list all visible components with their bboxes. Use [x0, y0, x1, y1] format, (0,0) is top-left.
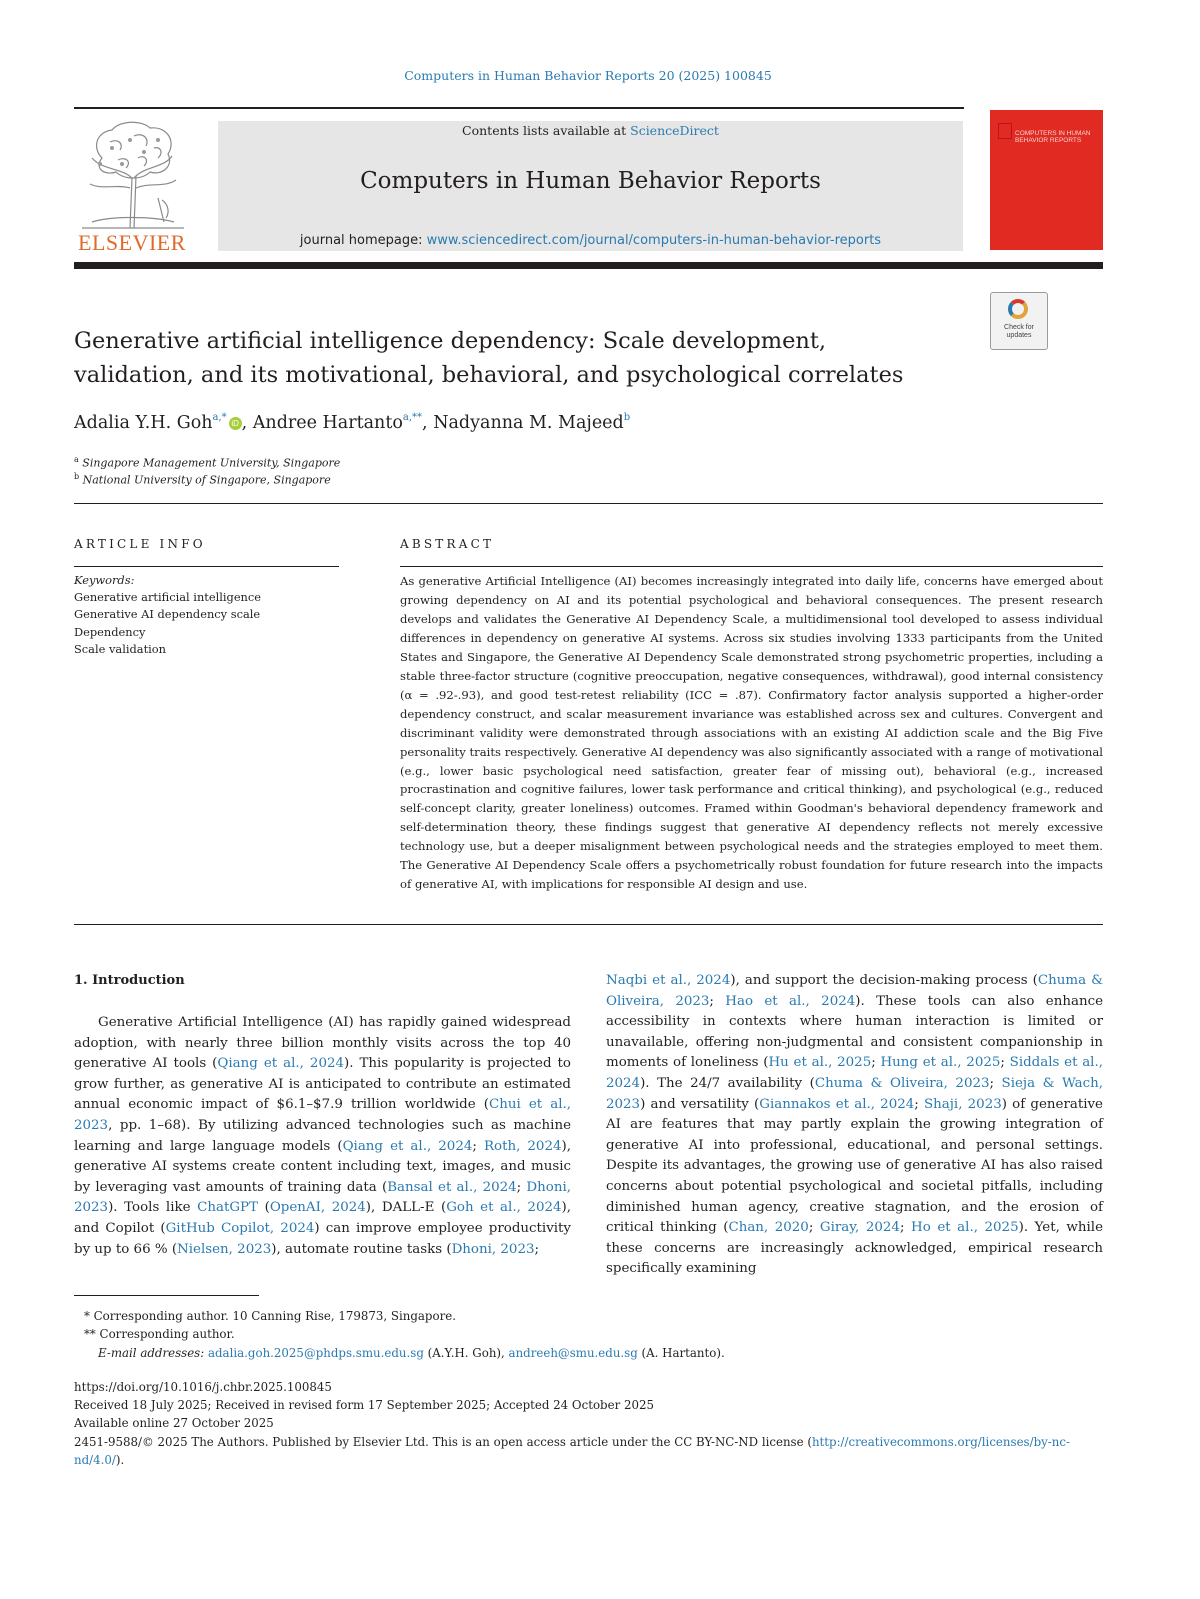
citation-link[interactable]: Chuma & Oliveira, 2023	[814, 1075, 990, 1091]
citation-link[interactable]: Ho et al., 2025	[911, 1220, 1019, 1236]
footnote-2	[84, 1327, 235, 1341]
email-link[interactable]: andreeh@smu.edu.sg	[508, 1346, 638, 1360]
body-text: ;	[871, 1055, 881, 1071]
author-marks[interactable]: b	[623, 412, 631, 423]
body-text: ;	[808, 1220, 820, 1236]
email-label: E-mail addresses:	[98, 1346, 205, 1360]
body-text: ), automate routine tasks (	[271, 1241, 452, 1257]
body-text: ) can improve employee productivity by up to 66 % (	[74, 1220, 571, 1257]
check-for-updates-button[interactable]	[990, 292, 1048, 350]
intro-column-left	[74, 1013, 571, 1260]
available-online: Available online 27 October 2025	[74, 1416, 274, 1430]
citation-link[interactable]: Hung et al., 2025	[880, 1055, 1001, 1071]
author-list: Adalia Y.H. Goh$^{a,*}$iD , Andree Hartanto$^{a,**}$, Nadyanna M. Majeed$^b$	[74, 412, 631, 433]
sciencedirect-link[interactable]: ScienceDirect	[630, 123, 719, 138]
body-text: ;	[899, 1220, 912, 1236]
author-name[interactable]: Adalia Y.H. Goh	[74, 413, 213, 433]
license-prefix: 2451-9588/© 2025 The Authors. Published by Elsevier Ltd. This is an open access article under the CC BY-NC-ND license (	[74, 1435, 812, 1449]
cover-title: COMPUTERS IN HUMAN BEHAVIOR REPORTS	[1015, 130, 1091, 144]
body-text: ). This popularity is projected to grow further, as generative AI is anticipated to contribute an estimated annual economic impact of $6.1–$7.9 trillion worldwide (	[74, 1056, 571, 1113]
citation-link[interactable]: Shaji, 2023	[923, 1096, 1002, 1112]
title-line-1: Generative artificial intelligence dependency: Scale development,	[74, 328, 827, 354]
license-suffix: ).	[115, 1453, 125, 1468]
body-text: (	[257, 1200, 270, 1216]
affiliation-mark: b	[74, 472, 80, 481]
doi-link[interactable]: https://doi.org/10.1016/j.chbr.2025.100845	[74, 1380, 332, 1394]
email-owner: (A.Y.H. Goh),	[427, 1346, 505, 1360]
body-text: Generative Artificial Intelligence (AI) has rapidly gained widespread adoption, with nearly three billion monthly visits across the top 40 generative AI tools (	[74, 1015, 571, 1072]
email-link[interactable]: adalia.goh.2025@phdps.smu.edu.sg	[207, 1346, 424, 1360]
body-text: ). Yet, while these concerns are increasingly acknowledged, empirical research specifically examining	[606, 1220, 1103, 1277]
elsevier-logo	[72, 118, 192, 254]
abstract-text: As generative Artificial Intelligence (AI) becomes increasingly integrated into daily life, concerns have emerged about growing dependency on AI and its potential psychological and behavioral consequences. The present research develops and validates the Generative AI Dependency Scale, a multidimensional tool developed to assess individual differences in dependency on generative AI systems. Across six studies involving 1333 participants from the United States and Singapore, the Generative AI Dependency Scale demonstrated strong psychometric properties, including a stable three-factor structure (cognitive preoccupation, negative consequences, withdrawal), good internal consistency (α = .92-.93), and good test-retest reliability (ICC = .87). Confirmatory factor analysis supported a higher-order dependency construct, and scalar measurement invariance was established across sex and cultures. Convergent and discriminant validity were demonstrated through associations with an existing AI addiction scale and the Big Five personality traits respectively. Generative AI dependency was also significantly associated with a range of motivational (e.g., lower basic psychological need satisfaction, greater fear of missing out), behavioral (e.g., increased procrastination and cognitive failures, lower task performance and critical thinking), and psychological (e.g., reduced self-concept clarity, greater loneliness) outcomes. Framed within Goodman's behavioral dependency framework and self-determination theory, these findings suggest that generative AI dependency reflects not merely excessive technology use, but a deeper misalignment between psychological needs and the strategies employed to meet them. The Generative AI Dependency Scale offers a psychometrically robust foundation for future research into the impacts of generative AI, with implications for responsible AI design and use.	[400, 574, 1103, 892]
footnote-emails	[98, 1346, 725, 1360]
author-marks[interactable]: a,*	[212, 412, 227, 423]
citation-link[interactable]: Giray, 2024	[819, 1220, 900, 1236]
section-rule	[74, 503, 1103, 504]
contents-line	[218, 123, 963, 138]
footnote-text: Corresponding author.	[99, 1327, 235, 1341]
bookmark-icon	[1008, 299, 1028, 319]
received-dates: Received 18 July 2025; Received in revised form 17 September 2025; Accepted 24 October 2025	[74, 1398, 654, 1412]
body-text: ). The 24/7 availability (	[640, 1075, 815, 1091]
cover-logo-icon	[998, 123, 1012, 139]
citation-link[interactable]: Chan, 2020	[728, 1220, 809, 1236]
affiliation-mark: a	[74, 455, 79, 464]
journal-title: Computers in Human Behavior Reports	[360, 168, 821, 194]
author-name[interactable]: Nadyanna M. Majeed	[433, 413, 624, 433]
body-text: ), generative AI systems create content including text, images, and music by leveraging vast amounts of training data (	[74, 1138, 571, 1195]
affiliation-b	[74, 472, 331, 487]
article-info-rule	[74, 566, 339, 567]
body-text: , pp. 1–68). By utilizing advanced technologies such as machine learning and large language models (	[74, 1117, 571, 1154]
elsevier-tree-icon	[72, 118, 192, 230]
title-line-2: validation, and its motivational, behavioral, and psychological correlates	[74, 362, 904, 388]
license-link[interactable]: http://creativecommons.org/licenses/by-nc-nd/4.0/	[74, 1435, 1070, 1468]
citation-link[interactable]: Roth, 2024	[483, 1138, 562, 1154]
homepage-prefix: journal homepage:	[299, 233, 423, 248]
citation-link[interactable]: Naqbi et al., 2024	[606, 973, 731, 988]
body-text: ;	[989, 1075, 1002, 1091]
email-owner: (A. Hartanto).	[641, 1346, 725, 1360]
body-text: ), and support the decision-making process (	[730, 973, 1038, 988]
citation-link[interactable]: Chui et al., 2023	[74, 1097, 571, 1133]
journal-banner	[218, 121, 963, 251]
citation-link[interactable]: Hao et al., 2024	[725, 993, 856, 1009]
article-title	[74, 324, 974, 392]
homepage-link[interactable]: www.sciencedirect.com/journal/computers-in-human-behavior-reports	[426, 233, 882, 248]
citation-link[interactable]: Sieja & Wach, 2023	[606, 1075, 1103, 1112]
keywords-label: Keywords:	[74, 573, 135, 587]
body-text: ;	[1000, 1055, 1010, 1071]
contents-prefix: Contents lists available at	[462, 123, 627, 138]
citation-link[interactable]: Hu et al., 2025	[768, 1055, 872, 1071]
check-updates-label: Check for updates	[1004, 324, 1034, 339]
journal-cover[interactable]	[990, 110, 1103, 250]
body-text: ) of generative AI are features that may partly explain the growing integration of generative AI into professional, educational, and personal settings. Despite its advantages, the growing use of generative AI has also raised concerns about potential psychological and societal pitfalls, including diminished human agency, creative stagnation, and the erosion of critical thinking (	[606, 1096, 1103, 1236]
header-top-rule	[74, 107, 964, 109]
citation-link[interactable]: ChatGPT	[197, 1200, 258, 1216]
citation-link[interactable]: OpenAI, 2024	[269, 1200, 366, 1216]
abstract-end-rule	[74, 924, 1103, 925]
citation-link[interactable]: Giannakos et al., 2024	[759, 1096, 915, 1112]
footnote-text: Corresponding author. 10 Canning Rise, 179873, Singapore.	[93, 1309, 456, 1323]
citation-link[interactable]: Qiang et al., 2024	[217, 1056, 345, 1072]
keyword-item: Generative artificial intelligence	[74, 590, 262, 605]
body-text: ), and Copilot (	[74, 1200, 571, 1236]
journal-citation[interactable]: Computers in Human Behavior Reports 20 (2025) 100845	[404, 68, 772, 83]
footnote-mark: **	[84, 1327, 96, 1341]
citation-link[interactable]: Nielsen, 2023	[177, 1241, 272, 1257]
citation-link[interactable]: Dhoni, 2023	[451, 1241, 535, 1257]
affiliation-text: National University of Singapore, Singapore	[82, 473, 331, 487]
body-text: ;	[914, 1096, 924, 1112]
keyword-item: Scale validation	[74, 641, 166, 656]
footnote-mark: *	[84, 1309, 90, 1323]
citation-link[interactable]: GitHub Copilot, 2024	[165, 1220, 315, 1236]
header-thick-rule	[74, 262, 1103, 269]
elsevier-wordmark: ELSEVIER	[78, 230, 186, 255]
body-text: ;	[709, 993, 726, 1009]
footnote-rule	[74, 1295, 259, 1296]
body-text: ;	[516, 1179, 527, 1195]
license-statement	[74, 1433, 1103, 1469]
affiliation-text: Singapore Management University, Singapore	[82, 456, 341, 470]
introduction-heading: 1. Introduction	[74, 973, 185, 988]
citation-link[interactable]: Dhoni, 2023	[74, 1179, 571, 1216]
keywords-block	[74, 572, 344, 658]
citation-link[interactable]: Goh et al., 2024	[446, 1200, 562, 1216]
keyword-item: Dependency	[74, 624, 146, 639]
intro-column-right	[606, 971, 1103, 1280]
citation-link[interactable]: Qiang et al., 2024	[342, 1138, 473, 1154]
body-text: ;	[534, 1241, 539, 1257]
author-marks[interactable]: a,**	[402, 412, 423, 423]
orcid-icon[interactable]: iD	[229, 417, 242, 430]
homepage-line	[218, 233, 963, 248]
keyword-item: Generative AI dependency scale	[74, 607, 261, 622]
body-text: ;	[472, 1138, 484, 1154]
footnote-1	[84, 1309, 456, 1323]
body-text: ). Tools like	[108, 1200, 198, 1216]
body-text: ) and versatility (	[640, 1096, 760, 1112]
citation-link[interactable]: Siddals et al., 2024	[606, 1055, 1103, 1091]
body-text: ), DALL-E (	[365, 1200, 447, 1216]
affiliation-a	[74, 455, 340, 470]
citation-link[interactable]: Chuma & Oliveira, 2023	[606, 973, 1103, 1009]
article-info-heading: ARTICLE INFO	[74, 537, 206, 551]
author-name[interactable]: Andree Hartanto	[252, 413, 403, 433]
body-text: ). These tools can also enhance accessibility in contexts where human interaction is limited or unavailable, offering non-judgmental and consistent companionship in moments of loneliness (	[606, 993, 1103, 1071]
abstract-heading: ABSTRACT	[400, 537, 495, 551]
citation-link[interactable]: Bansal et al., 2024	[387, 1179, 517, 1195]
abstract-rule	[400, 566, 1103, 567]
